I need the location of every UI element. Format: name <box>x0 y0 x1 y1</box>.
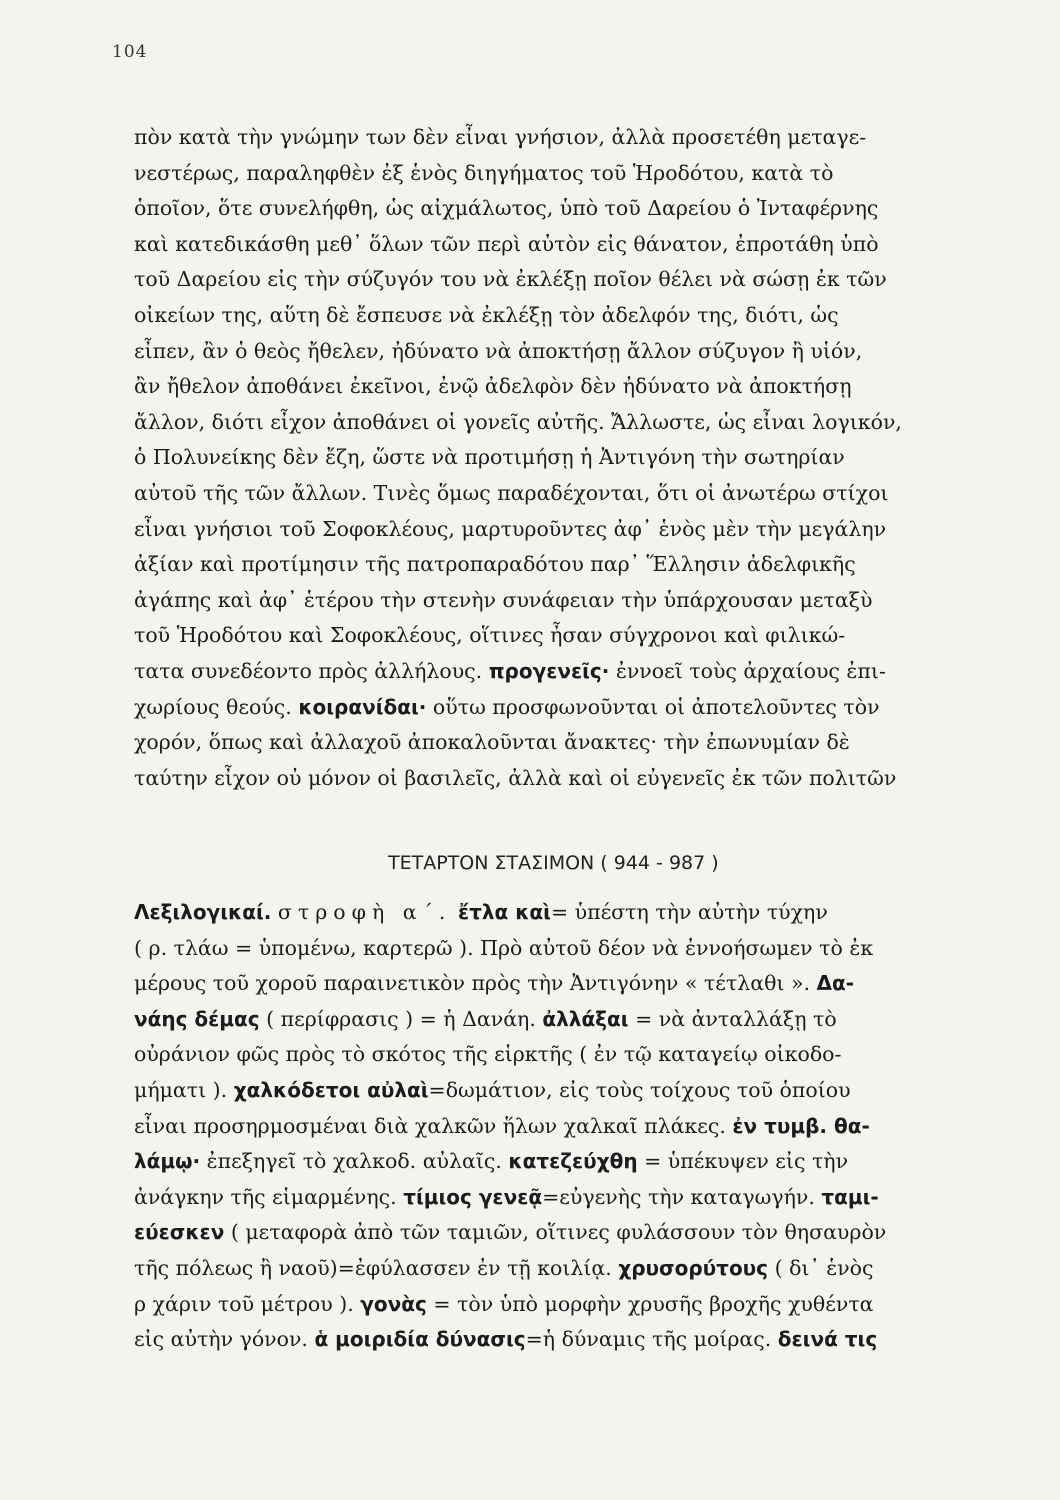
section-label: Λεξιλογικαί. <box>134 900 272 924</box>
gloss-term: προγενεῖς· <box>488 658 610 683</box>
lexical-notes <box>134 895 992 1358</box>
text-line: οἰκείων της, αὕτη δὲ ἔσπευσε νὰ ἐκλέξῃ τὸν ἀδελφόν της, διότι, ὡς <box>134 302 839 327</box>
text-line: ἀγάπης καὶ ἀφ᾿ ἑτέρου τὴν στενὴν συνάφειαν τὴν ὑπάρχουσαν μεταξὺ <box>134 587 873 612</box>
gloss-term: γονὰς <box>360 1291 427 1316</box>
text-line <box>134 1109 992 1145</box>
gloss-term: Δα- <box>816 971 855 996</box>
gloss-term: ταμι- <box>821 1184 879 1209</box>
gloss-term: ἐν τυμβ. θα- <box>732 1113 870 1138</box>
text-line: οὐράνιον φῶς πρὸς τὸ σκότος τῆς εἱρκτῆς ( ἐν τῷ καταγείῳ οἰκοδο- <box>134 1042 842 1067</box>
gloss-term: δεινά τις <box>777 1327 878 1352</box>
text-line <box>134 966 992 1002</box>
gloss-term: λάμῳ· <box>134 1149 201 1174</box>
text-line <box>134 1002 992 1038</box>
text-run: χωρίους θεούς. <box>134 694 299 719</box>
gloss-term: ἔτλα καὶ <box>457 900 551 924</box>
text-run: = τὸν ὑπὸ μορφὴν χρυσῆς βροχῆς χυθέντα <box>426 1291 874 1316</box>
gloss-term: ἁ μοιριδία δύνασις <box>314 1327 526 1352</box>
gloss-term: χαλκόδετοι αὐλαὶ <box>233 1077 429 1102</box>
text-line: ἄλλον, διότι εἶχον ἀποθάνει οἱ γονεῖς αὐτῆς. Ἄλλωστε, ὡς εἶναι λογικόν, <box>134 409 902 434</box>
text-line <box>134 1180 992 1216</box>
text-run: ρ χάριν τοῦ μέτρου ). <box>134 1291 361 1316</box>
text-line <box>134 895 992 931</box>
gloss-term: κατεζεύχθη <box>508 1149 638 1174</box>
text-line: εἶναι γνήσιοι τοῦ Σοφοκλέους, μαρτυροῦντες ἀφ᾿ ἑνὸς μὲν τὴν μεγάλην <box>134 516 887 541</box>
text-run: τατα συνεδέοντο πρὸς ἀλλήλους. <box>134 658 489 683</box>
text-run: μέρους τοῦ χοροῦ παραινετικὸν πρὸς τὴν Ἀντιγόνην « τέτλαθι ». <box>134 971 817 996</box>
text-line: ( ρ. τλάω = ὑπομένω, καρτερῶ ). Πρὸ αὐτοῦ δέον νὰ ἐννοήσωμεν τὸ ἐκ <box>134 935 874 960</box>
commentary-paragraph <box>134 120 992 796</box>
text-line: πὸν κατὰ τὴν γνώμην των δὲν εἶναι γνήσιον, ἀλλὰ προσετέθη μεταγε- <box>134 125 867 149</box>
text-line <box>134 690 992 726</box>
text-run: =δωμάτιον, εἰς τοὺς τοίχους τοῦ ὁποίου <box>428 1077 851 1102</box>
text-run: μήματι ). <box>134 1077 234 1102</box>
text-line: νεστέρως, παραληφθὲν ἐξ ἑνὸς διηγήματος τοῦ Ἡροδότου, κατὰ τὸ <box>134 160 834 185</box>
gloss-term: κοιρανίδαι· <box>298 694 427 719</box>
text-run: ἀνάγκην τῆς εἱμαρμένης. <box>134 1184 404 1209</box>
text-line: ὁ Πολυνείκης δὲν ἔζη, ὥστε νὰ προτιμήσῃ ἡ Ἀντιγόνη τὴν σωτηρίαν <box>134 445 845 470</box>
page-number: 104 <box>112 42 148 62</box>
strophe-label: στροφὴ α΄. <box>277 900 452 924</box>
gloss-term: τίμιος γενεᾷ <box>403 1184 543 1209</box>
text-line: αὐτοῦ τῆς τῶν ἄλλων. Τινὲς ὅμως παραδέχονται, ὅτι οἱ ἀνωτέρω στίχοι <box>134 480 889 505</box>
gloss-term: ἀλλάξαι <box>542 1006 629 1031</box>
text-run: =ἡ δύναμις τῆς μοίρας. <box>525 1327 778 1352</box>
text-line <box>134 1322 992 1358</box>
text-run: εἰς αὐτὴν γόνον. <box>134 1327 315 1352</box>
text-line: ἀξίαν καὶ προτίμησιν τῆς πατροπαραδότου παρ᾿ Ἕλλησιν ἀδελφικῆς <box>134 552 856 577</box>
text-line <box>134 1073 992 1109</box>
text-run: τῆς πόλεως ἢ ναοῦ)=ἐφύλασσεν ἐν τῇ κοιλίᾳ. <box>134 1255 619 1280</box>
text-line <box>134 1144 992 1180</box>
text-run: ἐννοεῖ τοὺς ἀρχαίους ἐπι- <box>609 658 886 683</box>
text-line: ἂν ἤθελον ἀποθάνει ἐκεῖνοι, ἐνῷ ἀδελφὸν δὲν ἠδύνατο νὰ ἀποκτήσῃ <box>134 374 852 399</box>
text-run: = ὑπέστη τὴν αὐτὴν τύχην <box>550 900 828 924</box>
text-run: =εὐγενὴς τὴν καταγωγήν. <box>542 1184 822 1209</box>
section-heading: ΤΕΤΑΡΤΟΝ ΣΤΑΣΙΜΟΝ ( 944 - 987 ) <box>388 852 719 874</box>
text-run: ( μεταφορὰ ἀπὸ τῶν ταμιῶν, οἵτινες φυλάσσουν τὸν θησαυρὸν <box>224 1220 887 1245</box>
text-line: χορόν, ὅπως καὶ ἀλλαχοῦ ἀποκαλοῦνται ἄνακτες· τὴν ἐπωνυμίαν δὲ <box>134 730 850 755</box>
text-run: ἐπεξηγεῖ τὸ χαλκοδ. αὐλαῖς. <box>200 1149 509 1174</box>
text-run: = ὑπέκυψεν εἰς τὴν <box>637 1149 849 1174</box>
text-run: οὕτω προσφωνοῦνται οἱ ἀποτελοῦντες τὸν <box>426 694 880 719</box>
text-line: καὶ κατεδικάσθη μεθ᾿ ὅλων τῶν περὶ αὐτὸν εἰς θάνατον, ἐπροτάθη ὑπὸ <box>134 231 879 256</box>
text-run: = νὰ ἀνταλλάξῃ τὸ <box>628 1006 837 1031</box>
text-run: ( περίφρασις ) = ἡ Δανάη. <box>259 1006 543 1031</box>
text-line <box>134 1215 992 1251</box>
text-line: ταύτην εἶχον οὐ μόνον οἱ βασιλεῖς, ἀλλὰ καὶ οἱ εὐγενεῖς ἐκ τῶν πολιτῶν <box>134 765 897 790</box>
gloss-term: εύεσκεν <box>134 1220 225 1245</box>
gloss-term: χρυσορύτους <box>618 1255 769 1280</box>
text-line: ὁποῖον, ὅτε συνελήφθη, ὡς αἰχμάλωτος, ὑπὸ τοῦ Δαρείου ὁ Ἰνταφέρνης <box>134 196 879 221</box>
gloss-term: νάης δέμας <box>134 1006 260 1031</box>
text-run: εἶναι προσηρμοσμέναι διὰ χαλκῶν ἥλων χαλκαῖ πλάκες. <box>134 1113 733 1138</box>
text-line: τοῦ Δαρείου εἰς τὴν σύζυγόν του νὰ ἐκλέξῃ ποῖον θέλει νὰ σώσῃ ἐκ τῶν <box>134 267 887 292</box>
text-line: τοῦ Ἡροδότου καὶ Σοφοκλέους, οἵτινες ἦσαν σύγχρονοι καὶ φιλικώ- <box>134 623 846 648</box>
text-line: εἶπεν, ἂν ὁ θεὸς ἤθελεν, ἠδύνατο νὰ ἀποκτήσῃ ἄλλον σύζυγον ἢ υἱόν, <box>134 338 863 363</box>
text-line <box>134 654 992 690</box>
text-run: ( δι᾿ ἑνὸς <box>768 1255 874 1280</box>
text-line <box>134 1287 992 1323</box>
text-line <box>134 1251 992 1287</box>
